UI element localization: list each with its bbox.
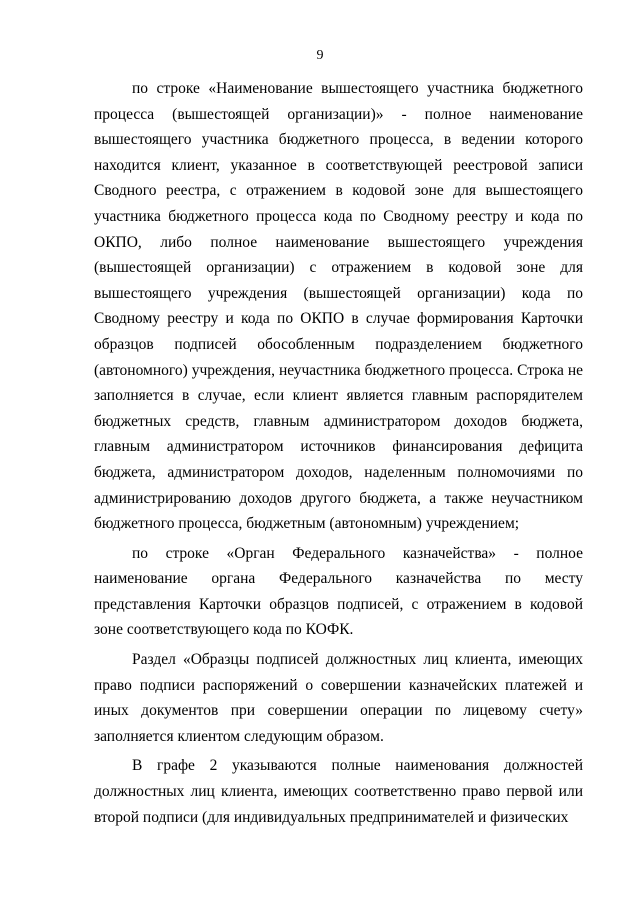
paragraph-superior-participant: по строке «Наименование вышестоящего участника бюджетного процесса (вышестоящей организации)» - полное наименование вышестоящего участника бюджетного процесса, в ведении которого находится клиент, указанное в соответствующей реестровой записи Сводного реестра, с отражением в кодовой зоне для вышестоящего участника бюджетного процесса кода по Сводному реестру и кода по ОКПО, либо полное наименование вышестоящего учреждения (вышестоящей организации) с отражением в кодовой зоне для вышестоящего учреждения (вышестоящей организации) кода по Сводному реестру и кода по ОКПО в случае формирования Карточки образцов подписей обособленным подразделением бюджетного (автономного) учреждения, неучастника бюджетного процесса. Строка не заполняется в случае, если клиент является главным распорядителем бюджетных средств, главным администратором доходов бюджета, главным администратором источников финансирования дефицита бюджета, администратором доходов, наделенным полномочиями по администрированию доходов другого бюджета, а также неучастником бюджетного процесса, бюджетным (автономным) учреждением; bbox=[94, 80, 583, 533]
page-number: 9 bbox=[316, 48, 324, 63]
paragraph-treasury-body: по строке «Орган Федерального казначейства» - полное наименование органа Федерального казначейства по месту представления Карточки образцов подписей, с отражением в кодовой зоне соответствующего кода по КОФК. bbox=[94, 544, 583, 639]
document-body bbox=[94, 76, 583, 830]
paragraph-column-2: В графе 2 указываются полные наименования должностей должностных лиц клиента, имеющих соответственно право первой или второй подписи (для индивидуальных предпринимателей и физических bbox=[94, 757, 583, 826]
paragraph-signature-section: Раздел «Образцы подписей должностных лиц клиента, имеющих право подписи распоряжений о совершении казначейских платежей и иных документов при совершении операции по лицевому счету» заполняется клиентом следующим образом. bbox=[94, 651, 583, 745]
